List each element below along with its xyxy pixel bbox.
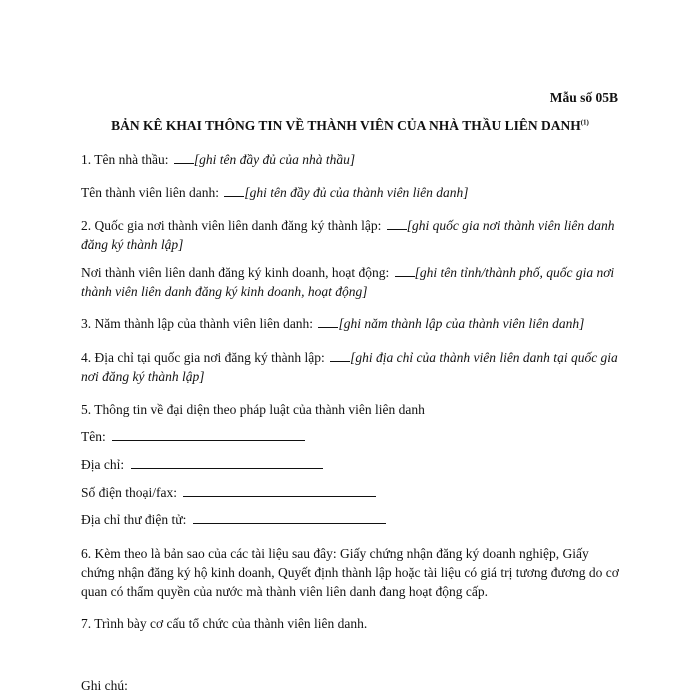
item-contractor-name xyxy=(81,150,621,169)
item-legal-representative xyxy=(81,400,621,419)
rep-phone-field-line xyxy=(183,484,376,497)
rep-name-row xyxy=(81,427,621,446)
founding-year-label: 3. Năm thành lập của thành viên liên danh: xyxy=(81,316,314,331)
registered-address-blank xyxy=(330,349,350,362)
rep-email-label: Địa chỉ thư điện tử: xyxy=(81,512,187,527)
legal-representative-heading: 5. Thông tin về đại diện theo pháp luật của thành viên liên danh xyxy=(81,402,425,417)
contractor-name-hint: [ghi tên đầy đủ của nhà thầu] xyxy=(193,152,356,167)
country-blank xyxy=(387,217,407,230)
item-attachments xyxy=(81,544,621,601)
title-footnote-marker: (1) xyxy=(580,118,589,127)
member-name-label: Tên thành viên liên danh: xyxy=(81,185,219,200)
item-member-name xyxy=(81,183,621,202)
country-label: 2. Quốc gia nơi thành viên liên danh đăng ký thành lập: xyxy=(81,218,382,233)
registered-address-label: 4. Địa chỉ tại quốc gia nơi đăng ký thành lập: xyxy=(81,350,325,365)
form-code: Mẫu số 05B xyxy=(549,90,618,105)
contractor-name-blank xyxy=(174,151,194,164)
title-text: BẢN KÊ KHAI THÔNG TIN VỀ THÀNH VIÊN CỦA NHÀ THẦU LIÊN DANH xyxy=(111,118,581,133)
notes-heading xyxy=(81,676,621,695)
attachments-text: 6. Kèm theo là bản sao của các tài liệu sau đây: Giấy chứng nhận đăng ký doanh nghiệp, Giấy chứng nhận đăng ký hộ kinh doanh, Quyết định thành lập hoặc tài liệu có giá trị tương đương do cơ quan có thẩm quyền của nước mà thành viên liên danh đang hoạt động cấp. xyxy=(81,546,619,599)
founding-year-blank xyxy=(318,315,338,328)
founding-year-hint: [ghi năm thành lập của thành viên liên danh] xyxy=(338,316,585,331)
rep-email-row xyxy=(81,510,621,529)
rep-email-field-line xyxy=(193,511,386,524)
business-place-hint: [ghi tên tỉnh/thành phố, quốc gia nơi thành viên liên danh đăng ký kinh doanh, hoạt động] xyxy=(81,265,615,299)
item-country xyxy=(81,216,621,254)
rep-address-field-line xyxy=(131,456,323,469)
member-name-hint: [ghi tên đầy đủ của thành viên liên danh] xyxy=(244,185,469,200)
country-hint: [ghi quốc gia nơi thành viên liên danh đăng ký thành lập] xyxy=(81,218,615,252)
org-structure-text: 7. Trình bày cơ cấu tổ chức của thành viên liên danh. xyxy=(81,616,368,631)
item-org-structure xyxy=(81,614,621,633)
rep-name-field-line xyxy=(112,428,305,441)
notes-label: Ghi chú: xyxy=(81,678,128,693)
rep-address-label: Địa chỉ: xyxy=(81,457,125,472)
business-place-blank xyxy=(395,264,415,277)
item-registered-address xyxy=(81,348,621,386)
item-business-place xyxy=(81,263,621,301)
rep-name-label: Tên: xyxy=(81,429,106,444)
rep-address-row xyxy=(81,455,621,474)
contractor-name-label: 1. Tên nhà thầu: xyxy=(81,152,169,167)
item-founding-year xyxy=(81,314,621,333)
rep-phone-label: Số điện thoại/fax: xyxy=(81,485,177,500)
document-title xyxy=(0,118,700,134)
registered-address-hint: [ghi địa chỉ của thành viên liên danh tại quốc gia nơi đăng ký thành lập] xyxy=(81,350,618,384)
rep-phone-row xyxy=(81,483,621,502)
business-place-label: Nơi thành viên liên danh đăng ký kinh doanh, hoạt động: xyxy=(81,265,390,280)
member-name-blank xyxy=(224,184,244,197)
